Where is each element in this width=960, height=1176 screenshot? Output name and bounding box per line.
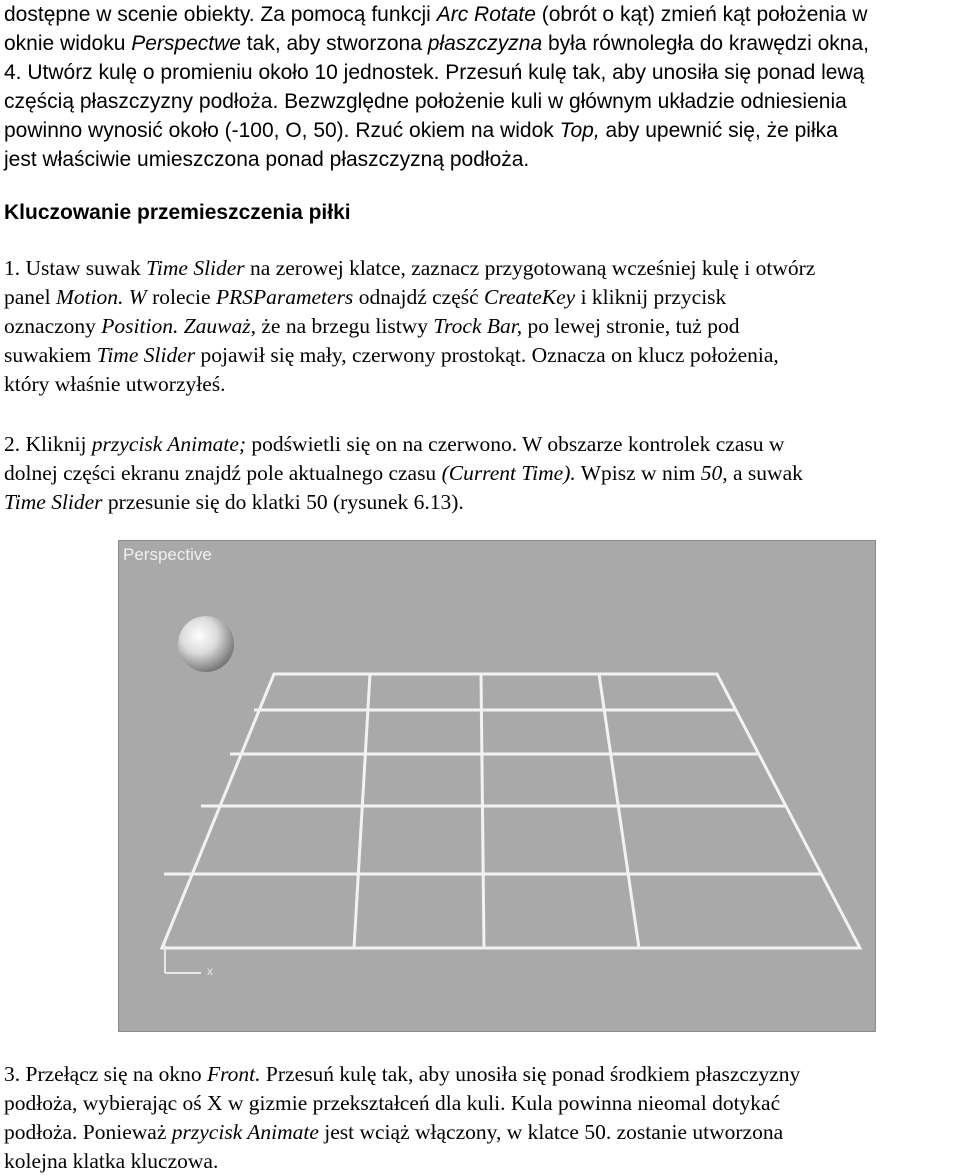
section-heading: Kluczowanie przemieszczenia piłki bbox=[4, 201, 351, 224]
text-line: suwakiem Time Slider pojawił się mały, czerwony prostokąt. Oznacza on klucz położenia, bbox=[4, 343, 779, 367]
text-line: dolnej części ekranu znajdź pole aktualnego czasu (Current Time). Wpisz w nim 50, a suwak bbox=[4, 461, 803, 485]
paragraph-step-2 bbox=[4, 430, 958, 517]
grid-line bbox=[481, 674, 484, 948]
text-line: podłoża, wybierając oś X w gizmie przekształceń dla kuli. Kula powinna nieomal dotykać bbox=[4, 1091, 781, 1115]
text-line: oknie widoku Perspectwe tak, aby stworzona płaszczyzna była równoległa do krawędzi okna, bbox=[4, 32, 869, 55]
text-line: powinno wynosić około (-100, O, 50). Rzuć okiem na widok Top, aby upewnić się, że piłka bbox=[4, 119, 838, 142]
text-line: podłoża. Ponieważ przycisk Animate jest wciąż włączony, w klatce 50. zostanie utworzona bbox=[4, 1120, 784, 1144]
text-line: 2. Kliknij przycisk Animate; podświetli się on na czerwono. W obszarze kontrolek czasu w bbox=[4, 432, 785, 456]
text-line: jest właściwie umieszczona ponad płaszczyzną podłoża. bbox=[4, 148, 530, 171]
text-line: dostępne w scenie obiekty. Za pomocą funkcji Arc Rotate (obrót o kąt) zmień kąt położenia w bbox=[4, 3, 868, 26]
ground-plane-grid bbox=[162, 674, 860, 948]
axis-x-label: x bbox=[207, 964, 213, 978]
text-line: panel Motion. W rolecie PRSParameters odnajdź część CreateKey i kliknij przycisk bbox=[4, 285, 727, 309]
text-line: kolejna klatka kluczowa. bbox=[4, 1149, 219, 1173]
text-line: oznaczony Position. Zauważ, że na brzegu listwy Trock Bar, po lewej stronie, tuż pod bbox=[4, 314, 740, 338]
text-line: 1. Ustaw suwak Time Slider na zerowej klatce, zaznacz przygotowaną wcześniej kulę i otwórz bbox=[4, 256, 816, 280]
grid-line bbox=[599, 674, 639, 948]
text-line: który właśnie utworzyłeś. bbox=[4, 372, 226, 396]
plane-outline bbox=[162, 674, 860, 948]
text-line: częścią płaszczyzny podłoża. Bezwzględne położenie kuli w głównym układzie odniesienia bbox=[4, 90, 847, 113]
grid-line bbox=[354, 674, 370, 948]
text-line: 3. Przełącz się na okno Front. Przesuń kulę tak, aby unosiła się ponad środkiem płaszczyzny bbox=[4, 1062, 801, 1086]
viewport-label: Perspective bbox=[123, 545, 212, 564]
viewport-drawing bbox=[119, 541, 875, 1031]
perspective-viewport-figure bbox=[118, 540, 876, 1032]
paragraph-step-1 bbox=[4, 254, 958, 399]
text-line: Time Slider przesunie się do klatki 50 (rysunek 6.13). bbox=[4, 490, 464, 514]
paragraph-intro bbox=[4, 0, 958, 174]
text-line: 4. Utwórz kulę o promieniu około 10 jednostek. Przesuń kulę tak, aby unosiła się ponad lewą bbox=[4, 61, 865, 84]
paragraph-step-3 bbox=[4, 1060, 958, 1176]
sphere-ball bbox=[178, 616, 234, 672]
